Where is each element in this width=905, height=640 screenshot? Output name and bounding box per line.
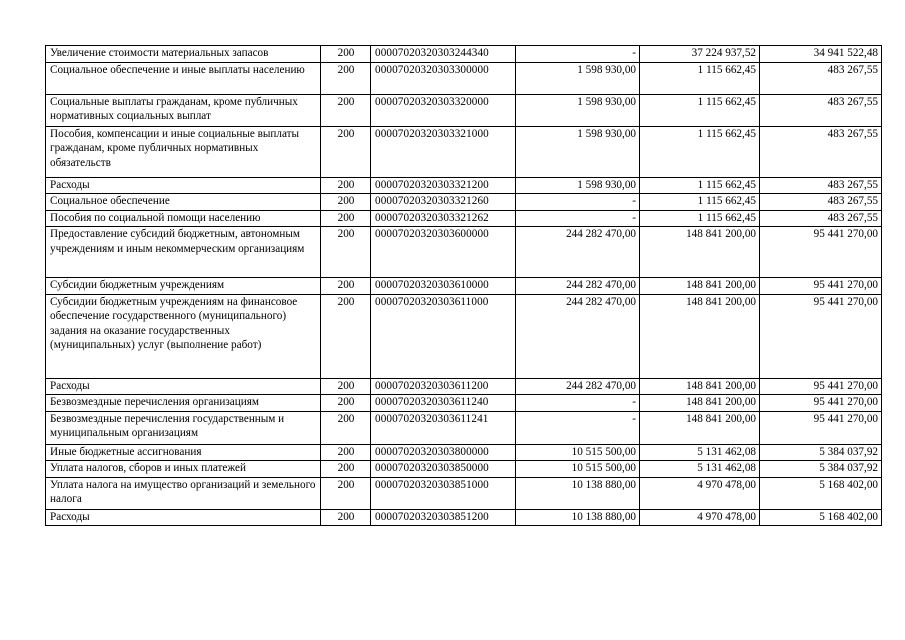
- row-executed: 5 131 462,08: [640, 444, 760, 461]
- row-approved: -: [516, 210, 640, 227]
- row-approved: -: [516, 46, 640, 63]
- table-row: [46, 477, 882, 509]
- row-code: 200: [321, 509, 371, 526]
- table-row: [46, 227, 882, 278]
- row-approved: 1 598 930,00: [516, 126, 640, 177]
- row-executed: 148 841 200,00: [640, 278, 760, 295]
- row-executed: 37 224 937,52: [640, 46, 760, 63]
- row-executed: 4 970 478,00: [640, 509, 760, 526]
- table-row: [46, 294, 882, 378]
- row-code: 200: [321, 46, 371, 63]
- row-code: 200: [321, 294, 371, 378]
- row-remaining: 5 168 402,00: [760, 509, 882, 526]
- row-kbk: 00007020320303851000: [371, 477, 516, 509]
- row-executed: 148 841 200,00: [640, 395, 760, 412]
- row-name: Субсидии бюджетным учреждениям: [46, 278, 321, 295]
- row-kbk: 00007020320303851200: [371, 509, 516, 526]
- row-code: 200: [321, 194, 371, 211]
- row-remaining: 95 441 270,00: [760, 227, 882, 278]
- row-kbk: 00007020320303611240: [371, 395, 516, 412]
- row-executed: 148 841 200,00: [640, 411, 760, 444]
- row-kbk: 00007020320303850000: [371, 461, 516, 478]
- row-code: 200: [321, 62, 371, 94]
- row-kbk: 00007020320303610000: [371, 278, 516, 295]
- table-row: [46, 46, 882, 63]
- row-executed: 148 841 200,00: [640, 378, 760, 395]
- row-approved: 10 138 880,00: [516, 509, 640, 526]
- row-remaining: 95 441 270,00: [760, 278, 882, 295]
- row-approved: -: [516, 411, 640, 444]
- row-code: 200: [321, 477, 371, 509]
- row-name: Субсидии бюджетным учреждениям на финансовое обеспечение государственного (муниципального) задания на оказание государственных (муниципальных) услуг (выполнение работ): [46, 294, 321, 378]
- row-approved: 10 138 880,00: [516, 477, 640, 509]
- budget-table: [45, 45, 882, 526]
- row-kbk: 00007020320303611200: [371, 378, 516, 395]
- row-name: Социальные выплаты гражданам, кроме публичных нормативных социальных выплат: [46, 94, 321, 126]
- row-remaining: 483 267,55: [760, 194, 882, 211]
- row-name: Пособия, компенсации и иные социальные выплаты гражданам, кроме публичных нормативных обязательств: [46, 126, 321, 177]
- row-code: 200: [321, 94, 371, 126]
- row-approved: 1 598 930,00: [516, 94, 640, 126]
- row-code: 200: [321, 210, 371, 227]
- row-approved: 244 282 470,00: [516, 227, 640, 278]
- row-name: Иные бюджетные ассигнования: [46, 444, 321, 461]
- row-kbk: 00007020320303321260: [371, 194, 516, 211]
- row-code: 200: [321, 461, 371, 478]
- row-kbk: 00007020320303321000: [371, 126, 516, 177]
- row-name: Увеличение стоимости материальных запасов: [46, 46, 321, 63]
- row-code: 200: [321, 395, 371, 412]
- row-executed: 1 115 662,45: [640, 94, 760, 126]
- row-remaining: 95 441 270,00: [760, 294, 882, 378]
- row-remaining: 5 384 037,92: [760, 444, 882, 461]
- row-remaining: 483 267,55: [760, 210, 882, 227]
- row-executed: 1 115 662,45: [640, 62, 760, 94]
- table-row: [46, 126, 882, 177]
- table-row: [46, 461, 882, 478]
- row-code: 200: [321, 227, 371, 278]
- row-name: Расходы: [46, 509, 321, 526]
- row-executed: 148 841 200,00: [640, 227, 760, 278]
- table-row: [46, 509, 882, 526]
- row-remaining: 5 168 402,00: [760, 477, 882, 509]
- row-remaining: 483 267,55: [760, 94, 882, 126]
- row-code: 200: [321, 177, 371, 194]
- table-row: [46, 278, 882, 295]
- row-kbk: 00007020320303611000: [371, 294, 516, 378]
- row-name: Расходы: [46, 378, 321, 395]
- table-row: [46, 378, 882, 395]
- row-executed: 5 131 462,08: [640, 461, 760, 478]
- row-approved: 1 598 930,00: [516, 177, 640, 194]
- budget-table-body: [46, 46, 882, 526]
- row-executed: 148 841 200,00: [640, 294, 760, 378]
- row-executed: 1 115 662,45: [640, 126, 760, 177]
- row-approved: 10 515 500,00: [516, 444, 640, 461]
- row-name: Уплата налога на имущество организаций и земельного налога: [46, 477, 321, 509]
- row-remaining: 95 441 270,00: [760, 411, 882, 444]
- row-kbk: 00007020320303611241: [371, 411, 516, 444]
- row-name: Расходы: [46, 177, 321, 194]
- row-remaining: 5 384 037,92: [760, 461, 882, 478]
- row-remaining: 483 267,55: [760, 177, 882, 194]
- row-approved: -: [516, 194, 640, 211]
- table-row: [46, 194, 882, 211]
- table-row: [46, 411, 882, 444]
- row-name: Уплата налогов, сборов и иных платежей: [46, 461, 321, 478]
- row-kbk: 00007020320303321200: [371, 177, 516, 194]
- row-kbk: 00007020320303800000: [371, 444, 516, 461]
- row-executed: 1 115 662,45: [640, 194, 760, 211]
- table-row: [46, 395, 882, 412]
- row-kbk: 00007020320303244340: [371, 46, 516, 63]
- row-approved: 244 282 470,00: [516, 378, 640, 395]
- row-code: 200: [321, 378, 371, 395]
- row-code: 200: [321, 278, 371, 295]
- row-executed: 4 970 478,00: [640, 477, 760, 509]
- table-row: [46, 62, 882, 94]
- row-name: Безвозмездные перечисления государственным и муниципальным организациям: [46, 411, 321, 444]
- row-remaining: 483 267,55: [760, 62, 882, 94]
- row-remaining: 483 267,55: [760, 126, 882, 177]
- row-remaining: 95 441 270,00: [760, 395, 882, 412]
- row-kbk: 00007020320303300000: [371, 62, 516, 94]
- row-code: 200: [321, 444, 371, 461]
- row-executed: 1 115 662,45: [640, 177, 760, 194]
- row-remaining: 95 441 270,00: [760, 378, 882, 395]
- table-row: [46, 94, 882, 126]
- row-name: Социальное обеспечение: [46, 194, 321, 211]
- document-page: [45, 45, 881, 526]
- table-row: [46, 177, 882, 194]
- row-approved: 10 515 500,00: [516, 461, 640, 478]
- row-name: Предоставление субсидий бюджетным, автономным учреждениям и иным некоммерческим организациям: [46, 227, 321, 278]
- row-approved: 244 282 470,00: [516, 278, 640, 295]
- row-name: Социальное обеспечение и иные выплаты населению: [46, 62, 321, 94]
- table-row: [46, 210, 882, 227]
- row-approved: 244 282 470,00: [516, 294, 640, 378]
- row-code: 200: [321, 126, 371, 177]
- row-kbk: 00007020320303320000: [371, 94, 516, 126]
- row-name: Пособия по социальной помощи населению: [46, 210, 321, 227]
- row-approved: -: [516, 395, 640, 412]
- row-kbk: 00007020320303600000: [371, 227, 516, 278]
- row-remaining: 34 941 522,48: [760, 46, 882, 63]
- row-code: 200: [321, 411, 371, 444]
- table-row: [46, 444, 882, 461]
- row-name: Безвозмездные перечисления организациям: [46, 395, 321, 412]
- row-approved: 1 598 930,00: [516, 62, 640, 94]
- row-executed: 1 115 662,45: [640, 210, 760, 227]
- row-kbk: 00007020320303321262: [371, 210, 516, 227]
